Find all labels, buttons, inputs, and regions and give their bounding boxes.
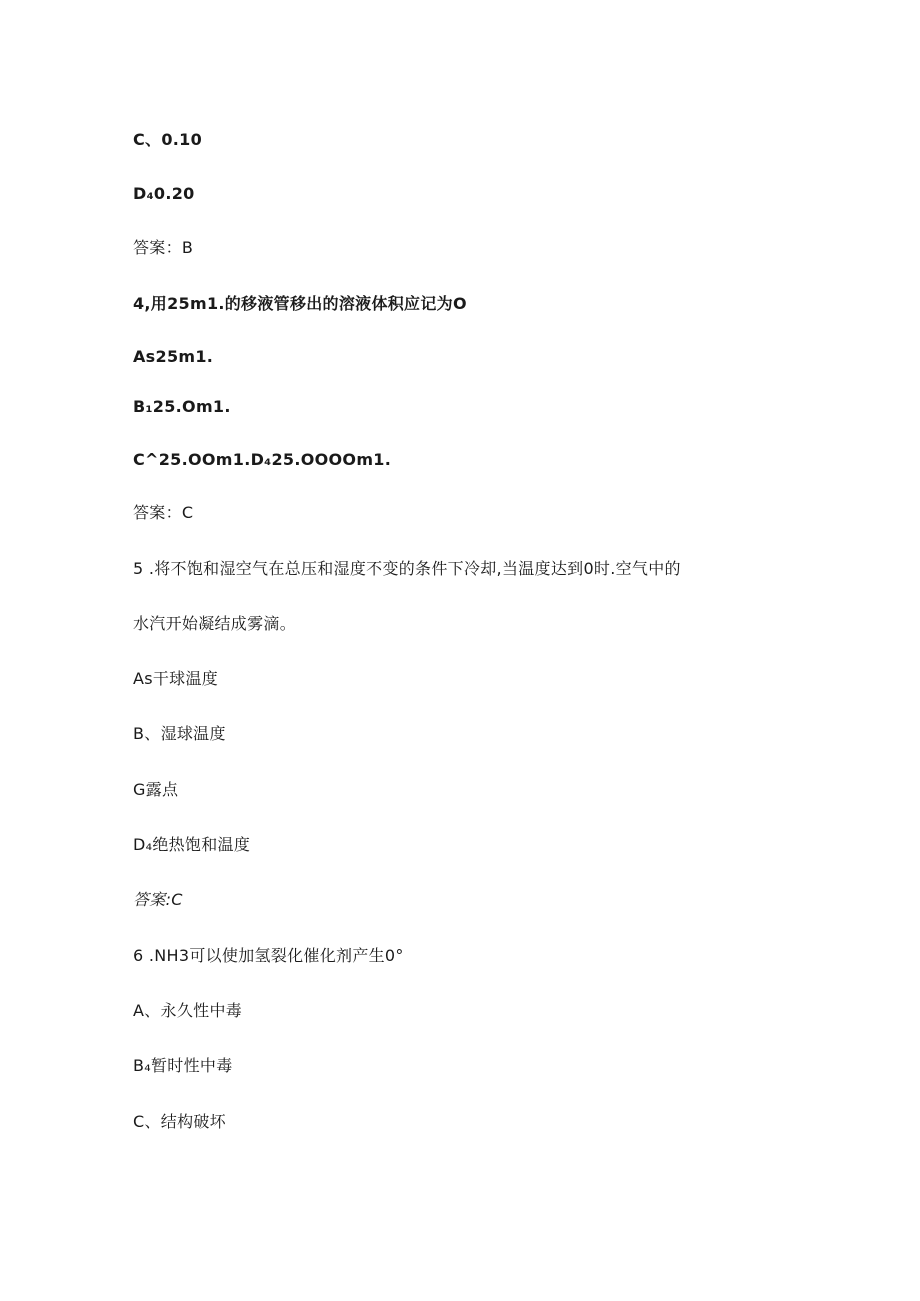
option-c-line: C、结构破坏 <box>133 1112 226 1131</box>
option-c-d-line: C^25.OOm1.D₄25.OOOOm1. <box>133 450 392 469</box>
answer-line: 答案：B <box>133 238 194 257</box>
option-a-line: A、永久性中毒 <box>133 1001 243 1020</box>
option-c-line: G露点 <box>133 780 179 799</box>
option-b-line: B、湿球温度 <box>133 724 226 743</box>
question-5-text-continued: 水汽开始凝结成雾滴。 <box>133 614 297 633</box>
answer-line: 答案：C <box>133 503 194 522</box>
question-4-text: 4,用25m1.的移液管移出的溶液体积应记为O <box>133 294 467 313</box>
option-a-line: As干球温度 <box>133 669 219 688</box>
option-d-line: D₄绝热饱和温度 <box>133 835 251 854</box>
answer-line: 答案:C <box>133 890 183 909</box>
option-b-line: B₄暂时性中毒 <box>133 1056 233 1075</box>
question-5-text: 5 .将不饱和湿空气在总压和湿度不变的条件下冷却,当温度达到0时.空气中的 <box>133 559 681 578</box>
option-c-line: C、0.10 <box>133 130 203 149</box>
option-a-line: As25m1. <box>133 347 214 366</box>
option-d-line: D₄0.20 <box>133 184 195 203</box>
question-6-text: 6 .NH3可以使加氢裂化催化剂产生0° <box>133 946 404 965</box>
option-b-line: B₁25.Om1. <box>133 397 231 416</box>
